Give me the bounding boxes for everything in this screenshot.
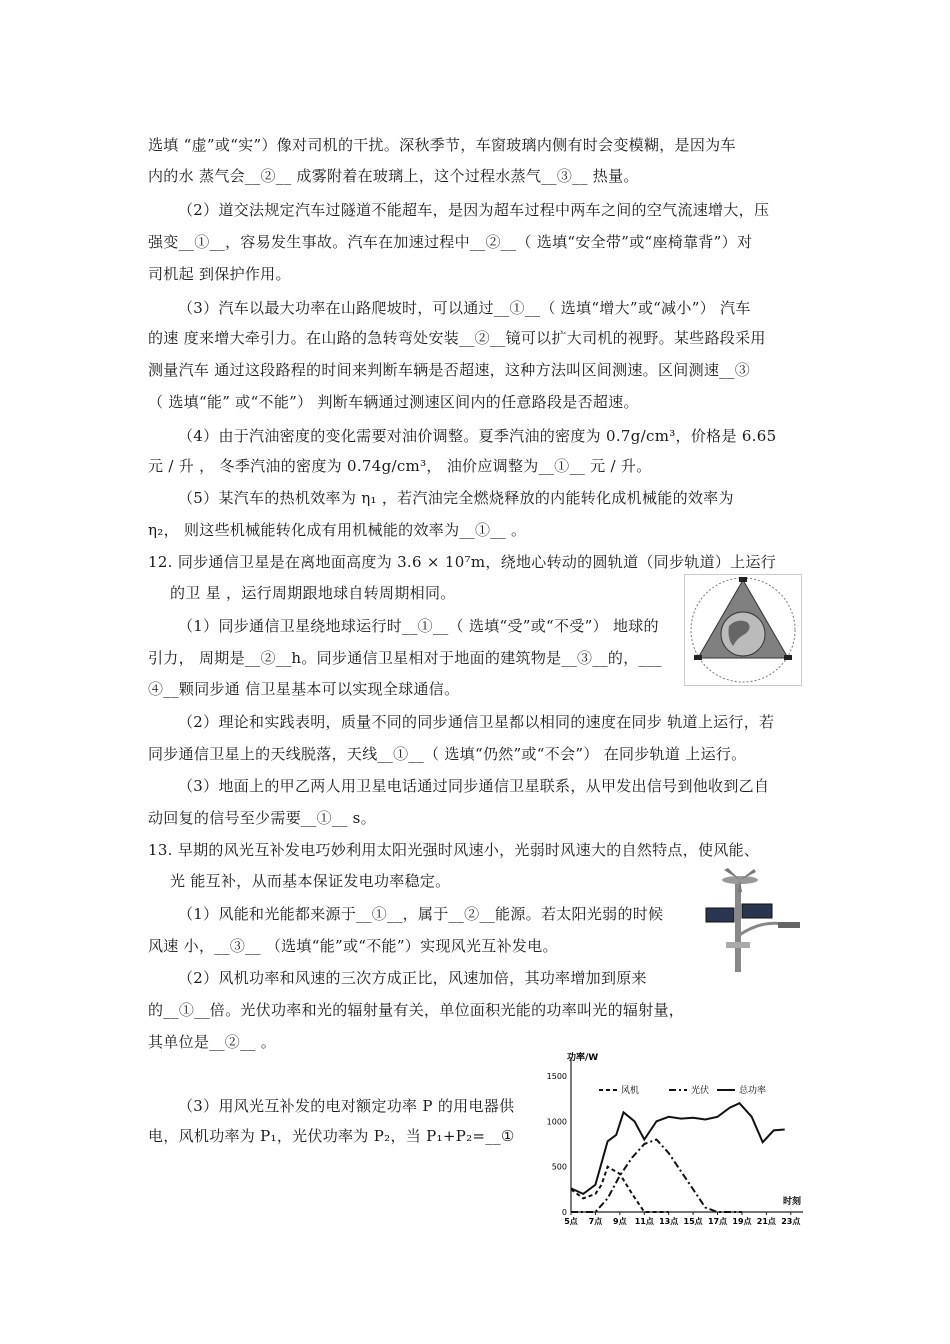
question-13-stem: 13. 早期的风光互补发电巧妙利用太阳光强时风速小，光弱时风速大的自然特点，使风能、 bbox=[148, 841, 760, 859]
text-line: 的速 度来增大牵引力。在山路的急转弯处安装__②__镜可以扩大司机的视野。某些路段采用 bbox=[148, 329, 766, 347]
text-line: 其单位是__②__ 。 bbox=[148, 1033, 277, 1051]
y-tick-label: 1000 bbox=[546, 1117, 567, 1127]
text-line: 动回复的信号至少需要__①__ s。 bbox=[148, 809, 376, 827]
text-line: 测量汽车 通过这段路程的时间来判断车辆是否超速，这种方法叫区间测速。区间测速__③ bbox=[148, 361, 751, 379]
text-line: 同步通信卫星上的天线脱落，天线__①__（ 选填“仍然”或“不会”） 在同步轨道 上运行。 bbox=[148, 745, 747, 763]
text-line: （3）用风光互补发的电对额定功率 P 的用电器供 bbox=[178, 1097, 515, 1115]
text-line: 强变__①__，容易发生事故。汽车在加速过程中__②__（ 选填“安全带”或“座椅靠背”）对 bbox=[148, 233, 753, 251]
text-line: （4）由于汽油密度的变化需要对油价调整。夏季汽油的密度为 0.7g/cm³，价格是 6.65 bbox=[178, 427, 777, 445]
power-line-chart bbox=[541, 1050, 813, 1230]
text-line: 元 / 升 ， 冬季汽油的密度为 0.74g/cm³， 油价应调整为__①__ 元 / 升。 bbox=[148, 457, 652, 475]
text-line: 选填 “虚”或“实”）像对司机的干扰。深秋季节，车窗玻璃内侧有时会变模糊，是因为车 bbox=[148, 136, 736, 154]
x-tick-label: 17点 bbox=[707, 1217, 728, 1226]
x-axis-label: 时刻 bbox=[783, 1197, 802, 1207]
text-line: 的卫 星 ，运行周期跟地球自转周期相同。 bbox=[170, 584, 456, 602]
y-tick-label: 0 bbox=[561, 1208, 567, 1217]
text-line: （3）汽车以最大功率在山路爬坡时，可以通过__①__（ 选填“增大”或“减小”） 汽车 bbox=[178, 299, 751, 317]
text-line: 的__①__倍。光伏功率和光的辐射量有关，单位面积光能的功率叫光的辐射量， bbox=[148, 1001, 685, 1019]
y-tick-label: 1500 bbox=[546, 1072, 567, 1081]
x-tick-label: 5点 bbox=[564, 1217, 578, 1226]
text-line: （1）同步通信卫星绕地球运行时__①__（ 选填“受”或“不受”） 地球的 bbox=[178, 617, 659, 635]
text-line: （5）某汽车的热机效率为 η₁ ，若汽油完全燃烧释放的内能转化成机械能的效率为 bbox=[178, 489, 734, 507]
series-line-风机 bbox=[571, 1167, 669, 1212]
text-line: 司机起 到保护作用。 bbox=[148, 265, 291, 283]
text-line: （2）理论和实践表明，质量不同的同步通信卫星都以相同的速度在同步 轨道上运行，若 bbox=[178, 713, 775, 731]
text-line: （3）地面上的甲乙两人用卫星电话通过同步通信卫星联系，从甲发出信号到他收到乙自 bbox=[178, 777, 770, 795]
x-tick-label: 19点 bbox=[732, 1217, 752, 1226]
text-line: ④__颗同步通 信卫星基本可以实现全球通信。 bbox=[148, 680, 460, 698]
legend-label: 风机 bbox=[621, 1086, 640, 1096]
text-line: （2）风机功率和风速的三次方成正比，风速加倍，其功率增加到原来 bbox=[178, 969, 647, 987]
x-tick-label: 9点 bbox=[613, 1217, 627, 1226]
text-line: （2）道交法规定汽车过隧道不能超车，是因为超车过程中两车之间的空气流速增大，压 bbox=[178, 201, 770, 219]
x-tick-label: 11点 bbox=[634, 1217, 654, 1226]
series-line-光伏 bbox=[571, 1140, 742, 1213]
text-line: 风速 小，__③__ （选填“能”或“不能”）实现风光互补发电。 bbox=[148, 937, 558, 955]
y-axis-label: 功率/W bbox=[567, 1053, 599, 1063]
satellite-orbit-figure bbox=[684, 574, 802, 686]
legend-label: 总功率 bbox=[739, 1086, 767, 1096]
text-line: 内的水 蒸气会__②__ 成雾附着在玻璃上，这个过程水蒸气__③__ 热量。 bbox=[148, 167, 639, 185]
legend-label: 光伏 bbox=[691, 1086, 710, 1096]
wind-solar-streetlight-figure bbox=[704, 864, 808, 974]
text-line: 电，风机功率为 P₁，光伏功率为 P₂，当 P₁+P₂=__① bbox=[148, 1127, 515, 1145]
x-tick-label: 23点 bbox=[781, 1217, 801, 1226]
x-tick-label: 15点 bbox=[683, 1217, 703, 1226]
text-line: （ 选填“能” 或“不能”） 判断车辆通过测速区间内的任意路段是否超速。 bbox=[148, 393, 639, 411]
x-tick-label: 21点 bbox=[756, 1217, 776, 1226]
text-line: η₂， 则这些机械能转化成有用机械能的效率为__①__ 。 bbox=[148, 521, 527, 539]
x-tick-label: 13点 bbox=[659, 1217, 679, 1226]
text-line: （1）风能和光能都来源于__①__，属于__②__能源。若太阳光弱的时候 bbox=[178, 905, 664, 923]
question-12-stem: 12. 同步通信卫星是在离地面高度为 3.6 × 10⁷m，绕地心转动的圆轨道（同步轨道）上运行 bbox=[148, 553, 777, 571]
text-line: 引力， 周期是__②__h。同步通信卫星相对于地面的建筑物是__③__的，___ bbox=[148, 649, 662, 667]
y-tick-label: 500 bbox=[551, 1162, 567, 1172]
x-tick-label: 7点 bbox=[588, 1217, 603, 1226]
text-line: 光 能互补，从而基本保证发电功率稳定。 bbox=[170, 872, 451, 890]
